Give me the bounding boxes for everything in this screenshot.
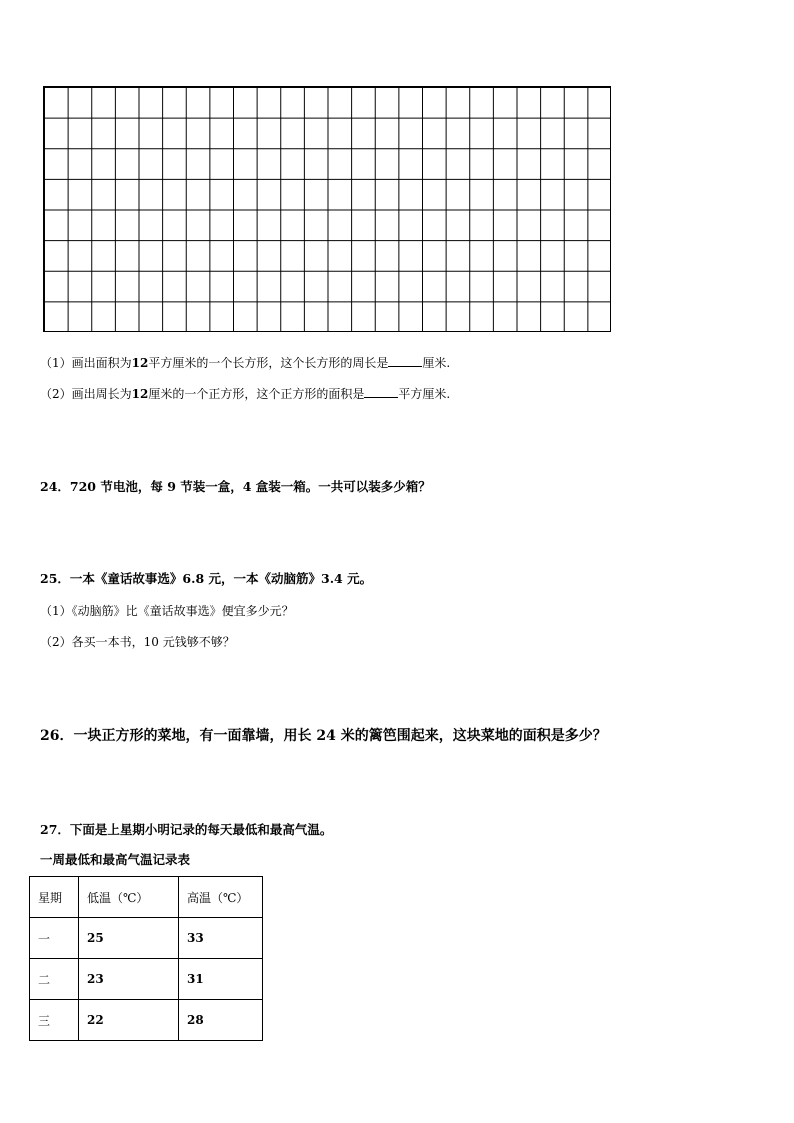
q23-part2-after: 厘米的一个正方形，这个正方形的面积是: [148, 387, 365, 401]
temperature-table: [29, 876, 263, 1041]
table-row: [30, 918, 263, 959]
question-25-stem: 25．一本《童话故事选》6.8 元，一本《动脑筋》3.4 元。: [40, 571, 373, 586]
table-row: [30, 1000, 263, 1041]
question-25-part2: （2）各买一本书，10 元钱够不够？: [40, 635, 235, 649]
q23-part2: [40, 385, 450, 402]
question-27-stem: 27．下面是上星期小明记录的每天最低和最高气温。: [40, 822, 333, 837]
cell-day: 一: [30, 918, 79, 959]
q23-part1: [40, 354, 450, 371]
cell-low: 25: [79, 918, 179, 959]
table-header-row: [30, 877, 263, 918]
cell-high: 31: [179, 959, 263, 1000]
drawing-grid: [43, 86, 611, 332]
question-25-part1: （1）《动脑筋》比《童话故事选》便宜多少元？: [40, 604, 294, 618]
question-24: 24．720 节电池，每 9 节装一盒，4 盒装一箱。一共可以装多少箱？: [40, 479, 431, 494]
q23-part1-unit: 厘米.: [422, 356, 451, 370]
header-day: 星期: [30, 877, 79, 918]
q23-part2-unit: 平方厘米.: [398, 387, 451, 401]
header-low: 低温（℃）: [79, 877, 179, 918]
cell-day: 二: [30, 959, 79, 1000]
q23-part1-before: （1）画出面积为: [40, 356, 132, 370]
q23-part1-number: 12: [131, 356, 149, 370]
table-row: [30, 959, 263, 1000]
cell-high: 28: [179, 1000, 263, 1041]
header-high: 高温（℃）: [179, 877, 263, 918]
cell-low: 22: [79, 1000, 179, 1041]
answer-blank: [388, 354, 422, 367]
cell-low: 23: [79, 959, 179, 1000]
cell-high: 33: [179, 918, 263, 959]
q23-part1-after: 平方厘米的一个长方形，这个长方形的周长是: [148, 356, 389, 370]
table-title: 一周最低和最高气温记录表: [40, 852, 191, 867]
q23-part2-number: 12: [131, 387, 149, 401]
cell-day: 三: [30, 1000, 79, 1041]
q23-part2-before: （2）画出周长为: [40, 387, 132, 401]
question-26: 26．一块正方形的菜地，有一面靠墙，用长 24 米的篱笆围起来，这块菜地的面积是多少？: [40, 728, 607, 744]
answer-blank: [364, 385, 398, 398]
